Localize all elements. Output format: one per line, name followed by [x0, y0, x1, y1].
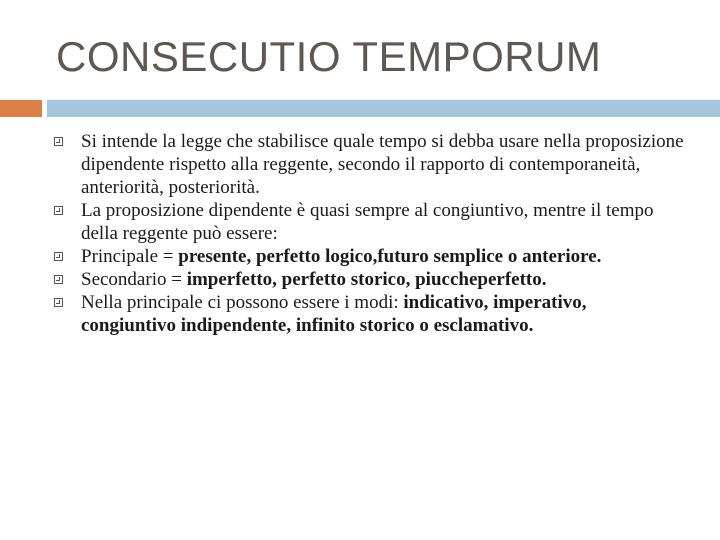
bullet-item	[54, 199, 684, 245]
accent-bar-orange	[0, 100, 42, 117]
square-bullet-icon	[54, 252, 63, 261]
bullet-item	[54, 268, 684, 291]
bullet-bold-text: presente, perfetto logico,futuro semplice o anteriore.	[178, 246, 602, 267]
bullet-item	[54, 130, 684, 199]
bullet-list	[54, 130, 684, 337]
bullet-item	[54, 245, 684, 268]
bullet-bold-text: imperfetto, perfetto storico, piuccheperfetto.	[186, 269, 547, 290]
bullet-item	[54, 291, 684, 337]
bullet-bold-text: indicativo, imperativo, congiuntivo indipendente, infinito storico o esclamativo.	[81, 292, 587, 336]
accent-bar-blue	[47, 100, 720, 117]
bullet-lead-text: Principale =	[81, 246, 179, 267]
square-bullet-icon	[54, 137, 63, 146]
square-bullet-icon	[54, 298, 63, 307]
square-bullet-icon	[54, 275, 63, 284]
bullet-text: La proposizione dipendente è quasi sempre al congiuntivo, mentre il tempo della reggente può essere:	[81, 200, 654, 244]
bullet-text: Si intende la legge che stabilisce quale tempo si debba usare nella proposizione dipendente rispetto alla reggente, secondo il rapporto di contemporaneità, anteriorità, posteriorità.	[81, 131, 684, 198]
slide-title: CONSECUTIO TEMPORUM	[56, 33, 602, 80]
square-bullet-icon	[54, 206, 63, 215]
bullet-lead-text: Nella principale ci possono essere i modi:	[81, 292, 404, 313]
bullet-lead-text: Secondario =	[81, 269, 187, 290]
